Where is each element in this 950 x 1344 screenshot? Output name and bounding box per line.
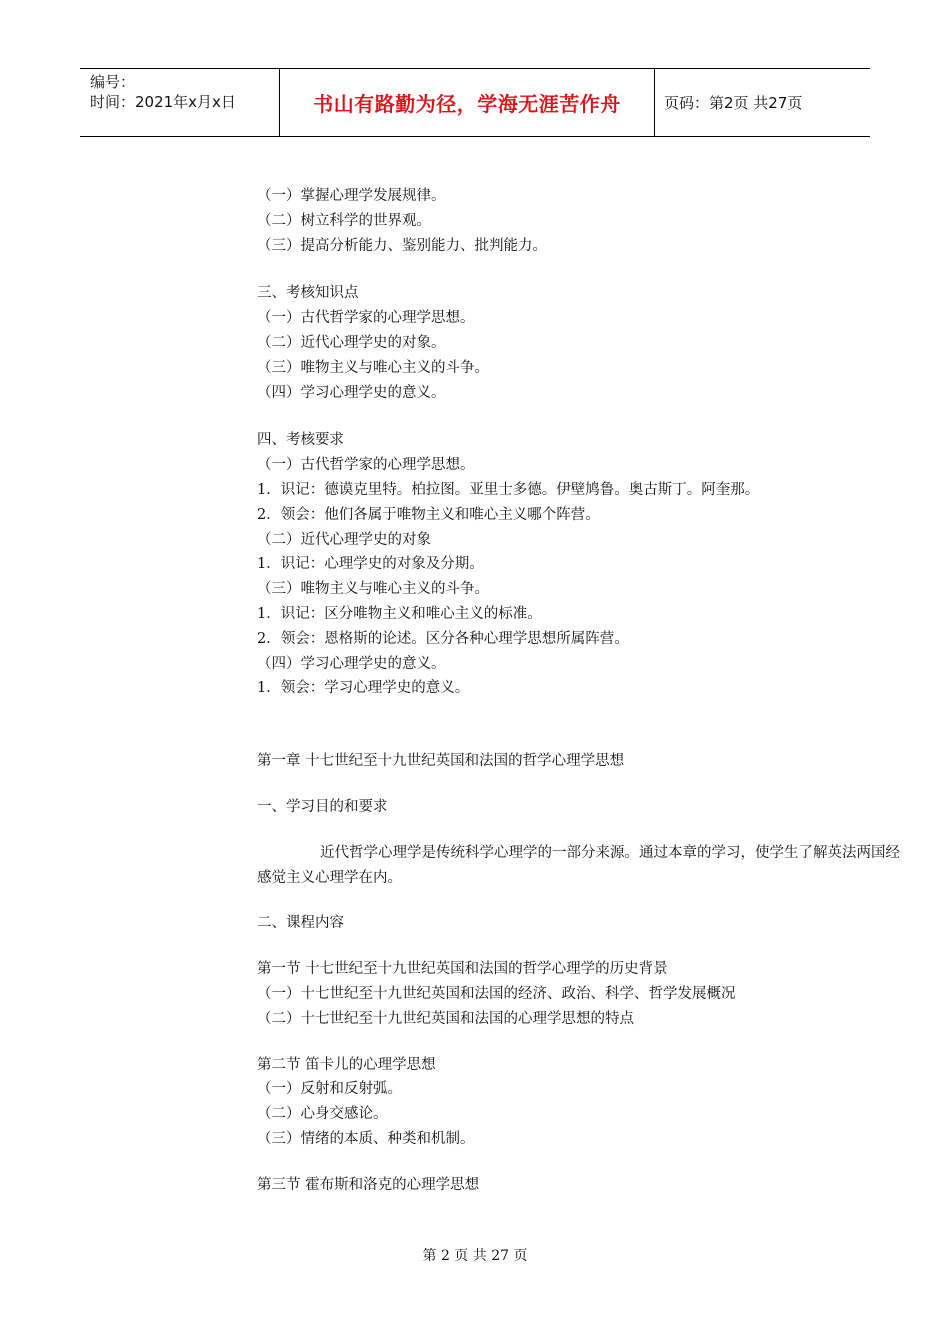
- header-motto-cell: [280, 69, 655, 136]
- text-line: （二）树立科学的世界观。: [257, 212, 431, 229]
- section-heading: 四、考核要求: [257, 432, 344, 449]
- header-meta: [80, 69, 280, 136]
- section-heading: 三、考核知识点: [257, 285, 359, 302]
- page-header: [80, 68, 870, 137]
- paragraph-line: 感觉主义心理学在内。: [257, 869, 402, 886]
- page-info-text: 页码：第2页 共27页: [664, 94, 803, 112]
- section-title: 第三节 霍布斯和洛克的心理学思想: [257, 1176, 480, 1193]
- text-line: 1．识记：区分唯物主义和唯心主义的标准。: [257, 605, 542, 622]
- text-line: 1．识记：心理学史的对象及分期。: [257, 556, 484, 573]
- header-page-info: [655, 69, 870, 136]
- text-line: （三）提高分析能力、鉴别能力、批判能力。: [257, 237, 547, 254]
- text-line: （四）学习心理学史的意义。: [257, 384, 446, 401]
- text-line: （二）十七世纪至十九世纪英国和法国的心理学思想的特点: [257, 1010, 634, 1027]
- section-heading: 二、课程内容: [257, 915, 344, 932]
- motto-text: 书山有路勤为径，学海无涯苦作舟: [313, 92, 621, 116]
- text-line: （一）反射和反射弧。: [257, 1081, 402, 1098]
- section-heading: 一、学习目的和要求: [257, 798, 388, 815]
- text-line: （四）学习心理学史的意义。: [257, 655, 446, 672]
- text-line: （三）情绪的本质、种类和机制。: [257, 1130, 475, 1147]
- section-title: 第一节 十七世纪至十九世纪英国和法国的哲学心理学的历史背景: [257, 961, 668, 978]
- text-line: （三）唯物主义与唯心主义的斗争。: [257, 359, 489, 376]
- text-line: （二）近代心理学史的对象: [257, 531, 431, 548]
- text-line: （一）古代哲学家的心理学思想。: [257, 310, 475, 327]
- text-line: 1．识记：德谟克里特。柏拉图。亚里士多德。伊壁鸠鲁。奥古斯丁。阿奎那。: [257, 481, 760, 498]
- text-line: 2．领会：他们各属于唯物主义和唯心主义哪个阵营。: [257, 506, 600, 523]
- chapter-title: 第一章 十七世纪至十九世纪英国和法国的哲学心理学思想: [257, 753, 625, 770]
- text-line: （二）近代心理学史的对象。: [257, 334, 446, 351]
- text-line: （一）十七世纪至十九世纪英国和法国的经济、政治、科学、哲学发展概况: [257, 985, 736, 1002]
- text-line: （一）古代哲学家的心理学思想。: [257, 457, 475, 474]
- number-label: 编号：: [90, 73, 136, 91]
- paragraph-line: 近代哲学心理学是传统科学心理学的一部分来源。通过本章的学习，使学生了解英法两国经: [320, 844, 900, 861]
- text-line: （三）唯物主义与唯心主义的斗争。: [257, 581, 489, 598]
- text-line: （二）心身交感论。: [257, 1106, 388, 1123]
- date-label: 时间：2021年x月x日: [90, 93, 236, 111]
- section-title: 第二节 笛卡儿的心理学思想: [257, 1056, 436, 1073]
- text-line: 1．领会：学习心理学史的意义。: [257, 680, 470, 697]
- text-line: 2．领会：恩格斯的论述。区分各种心理学思想所属阵营。: [257, 630, 629, 647]
- page-footer: 第 2 页 共 27 页: [422, 1248, 528, 1264]
- document-body: [257, 184, 950, 1198]
- text-line: （一）掌握心理学发展规律。: [257, 188, 446, 204]
